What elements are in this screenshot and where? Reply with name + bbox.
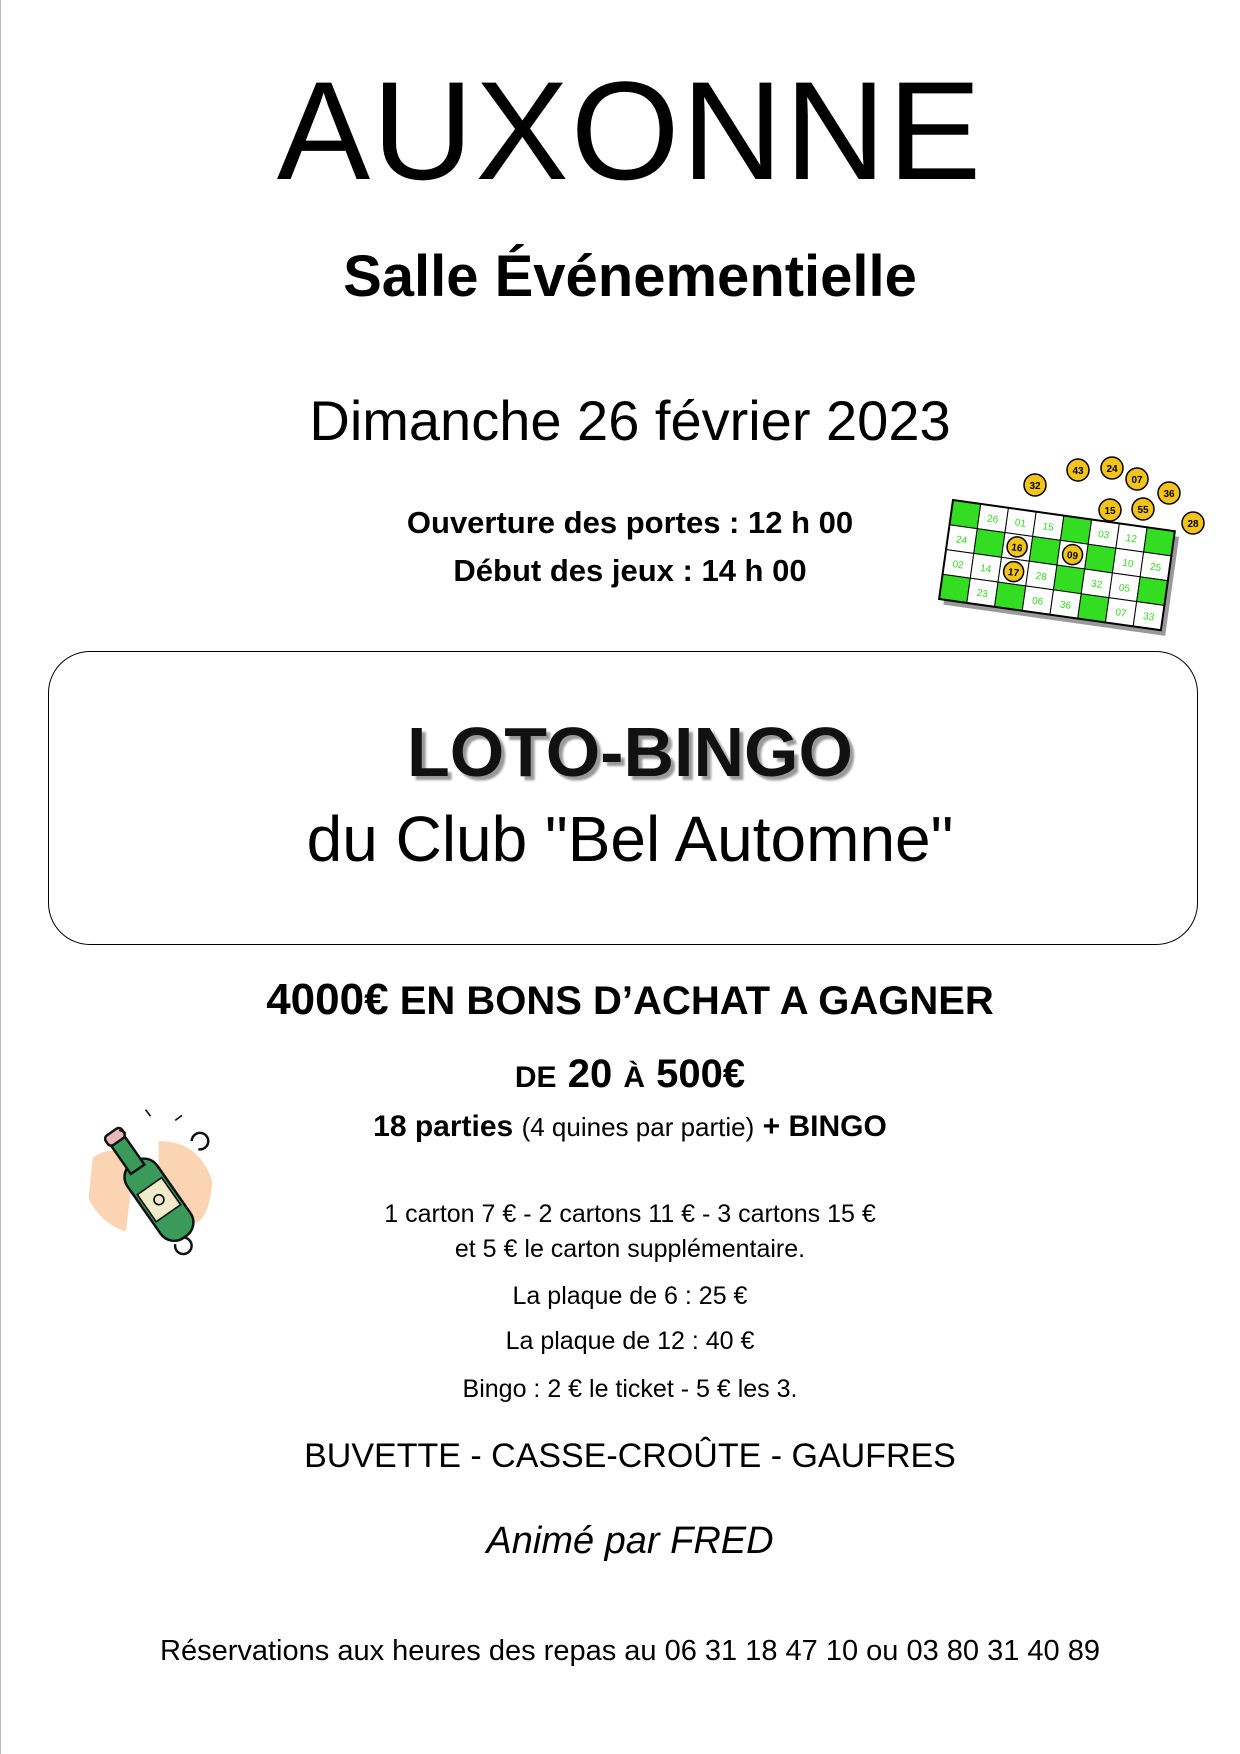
bingo-number: 25: [1149, 561, 1162, 575]
event-date: Dimanche 26 février 2023: [309, 389, 951, 452]
bingo-ball-number: 55: [1137, 505, 1149, 516]
prize-text: EN BONS D’ACHAT A GAGNER: [399, 979, 994, 1023]
host: Animé par FRED: [486, 1520, 774, 1562]
price-line: 1 carton 7 € - 2 cartons 11 € - 3 cartons 15 €: [384, 1200, 876, 1228]
bingo-number: 09: [1066, 549, 1079, 563]
bingo-cell: [939, 574, 970, 603]
bingo-cell: [1137, 577, 1168, 606]
bingo-number: 10: [1121, 557, 1135, 571]
price-line: Bingo : 2 € le ticket - 5 € les 3.: [462, 1375, 798, 1403]
event-organizer: du Club "Bel Automne": [306, 803, 954, 875]
range-a: À: [623, 1061, 645, 1094]
food-services: BUVETTE - CASSE-CROÛTE - GAUFRES: [304, 1437, 956, 1475]
games-bonus: + BINGO: [762, 1110, 887, 1143]
bingo-number: 17: [1007, 566, 1020, 580]
bingo-cell: [1060, 516, 1091, 545]
bingo-cell: [1085, 544, 1116, 573]
range-min: 20: [567, 1052, 613, 1096]
bingo-number: 15: [1041, 521, 1055, 534]
bingo-number: 07: [1114, 607, 1128, 620]
bingo-ball-number: 36: [1163, 489, 1175, 500]
doors-open: Ouverture des portes : 12 h 00: [406, 505, 854, 540]
prize-range: [0, 1052, 1240, 1097]
bingo-cell: [1144, 527, 1175, 556]
bingo-cell: [1053, 565, 1084, 594]
bingo-cell: [1029, 536, 1060, 565]
town-title: AUXONNE: [276, 52, 984, 209]
bingo-ball-number: 07: [1131, 475, 1143, 486]
reservation-info: Réservations aux heures des repas au 06 31 18 47 10 ou 03 80 31 40 89: [160, 1635, 1100, 1667]
bingo-cell: [950, 500, 981, 529]
bingo-number: 01: [1014, 517, 1027, 530]
bingo-number: 36: [1059, 599, 1072, 612]
bingo-cell: [974, 529, 1005, 558]
bingo-number: 16: [1010, 542, 1024, 555]
prize-amount: 4000€: [266, 975, 389, 1024]
bingo-number: 23: [975, 587, 989, 601]
bingo-ball-number: 15: [1104, 506, 1116, 517]
price-line: et 5 € le carton supplémentaire.: [454, 1235, 806, 1263]
bingo-card-illustration: [935, 455, 1215, 665]
prize-line: [0, 975, 1240, 1025]
bingo-cell: [995, 582, 1026, 611]
range-max: 500€: [656, 1052, 746, 1096]
games-detail: (4 quines par partie): [521, 1112, 755, 1142]
price-line: La plaque de 12 : 40 €: [505, 1327, 755, 1355]
bingo-number: 03: [1097, 529, 1110, 542]
bingo-number: 33: [1142, 611, 1155, 624]
bingo-number: 12: [1125, 532, 1138, 546]
games-count: 18 parties: [373, 1110, 514, 1143]
bingo-number: 14: [979, 563, 992, 576]
bingo-number: 06: [1031, 595, 1044, 608]
bingo-number: 26: [986, 513, 999, 526]
bingo-number: 32: [1090, 578, 1103, 592]
event-box: [48, 651, 1198, 945]
bingo-number: 05: [1118, 582, 1131, 595]
price-line: La plaque de 6 : 25 €: [512, 1282, 748, 1310]
bingo-number: 28: [1034, 570, 1048, 584]
range-de: DE: [514, 1061, 557, 1094]
bingo-ball-number: 24: [1106, 464, 1118, 475]
bingo-ball-number: 43: [1072, 466, 1084, 477]
event-name: LOTO-BINGO: [407, 713, 853, 791]
bingo-ball-number: 28: [1187, 519, 1199, 530]
bingo-number: 24: [955, 534, 968, 547]
bingo-ball-number: 32: [1029, 481, 1041, 492]
venue: Salle Événementielle: [343, 244, 917, 309]
games-start: Début des jeux : 14 h 00: [453, 553, 807, 588]
bingo-number: 02: [951, 559, 965, 572]
bingo-cell: [1078, 594, 1109, 623]
